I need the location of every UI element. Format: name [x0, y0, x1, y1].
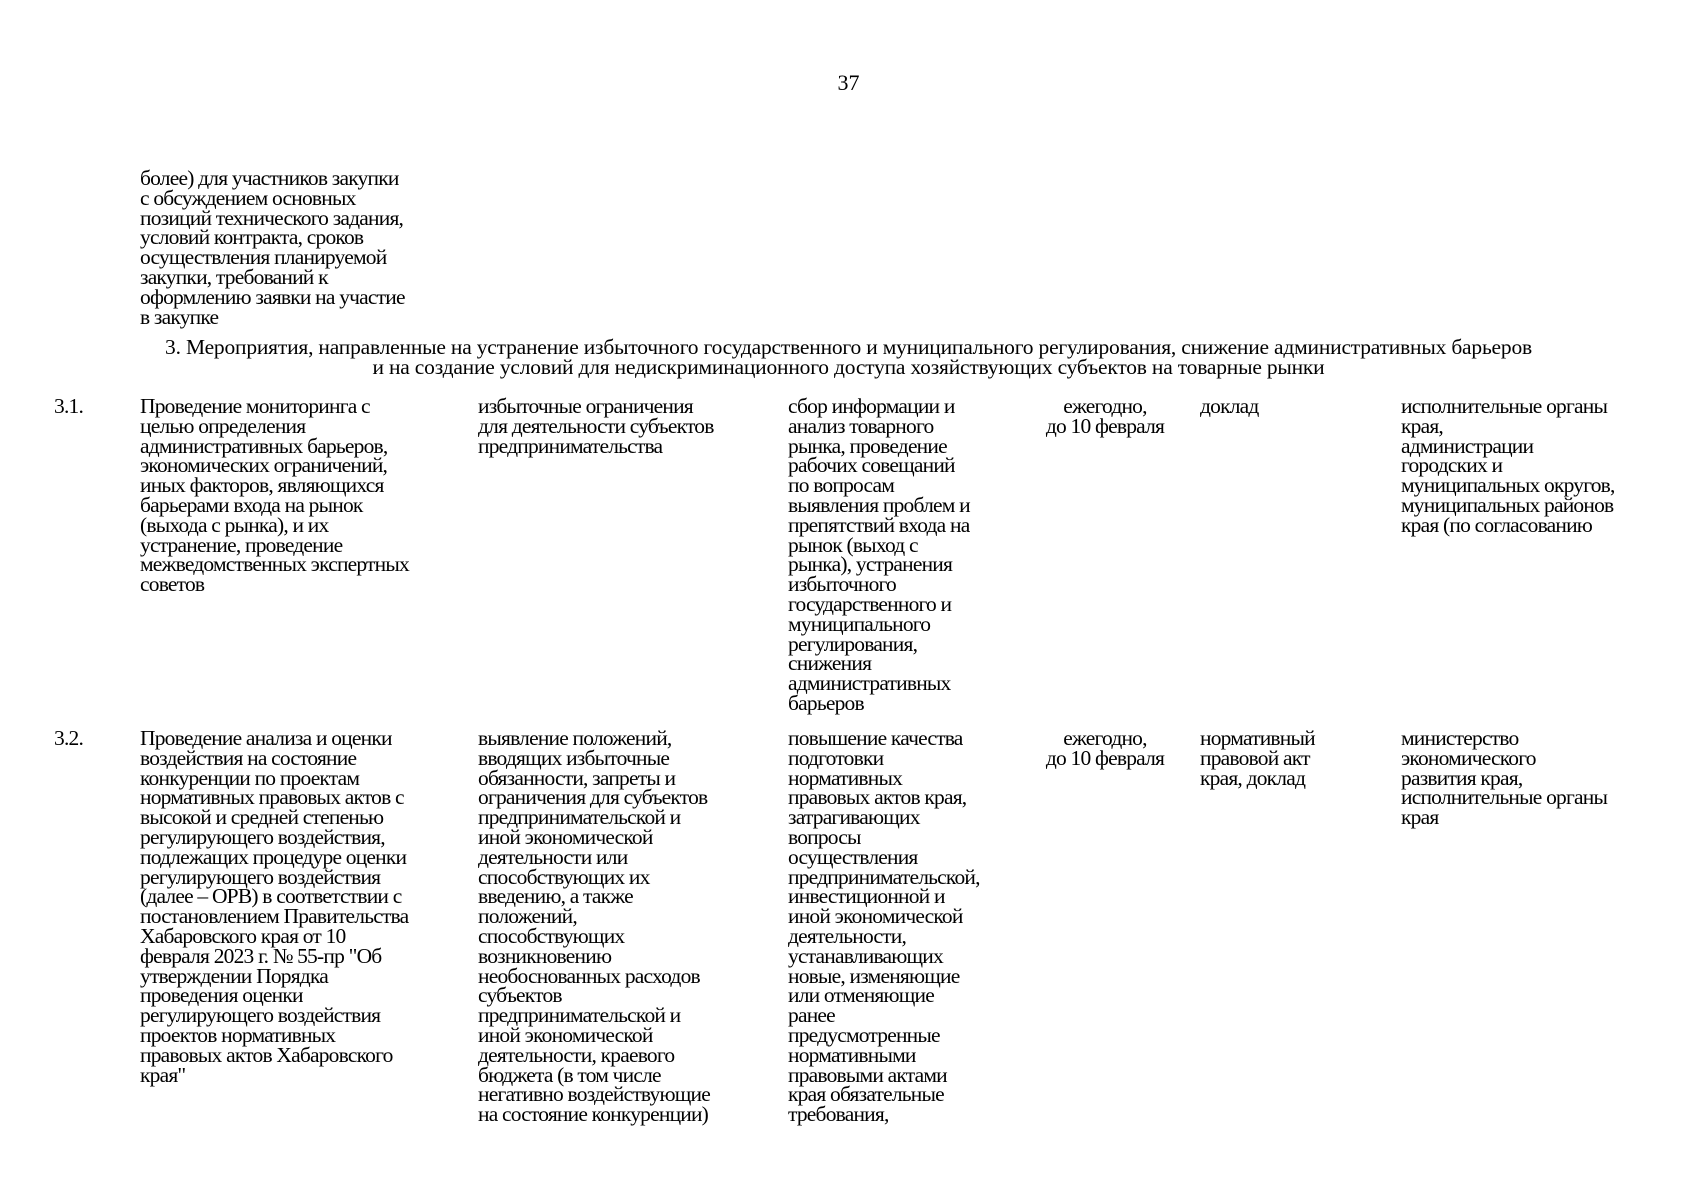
row-number: 3.2. — [54, 726, 84, 750]
executor-cell: министерство экономического развития края, исполнительные органы края — [1401, 726, 1608, 830]
section-heading-line2: и на создание условий для недискриминационного доступа хозяйствующих субъектов на товарные рынки — [372, 355, 1325, 379]
event-cell: Проведение мониторинга с целью определения административных барьеров, экономических ограничений, иных факторов, являющихся барьерами входа на рынок (выхода с рынка), и их устранение, проведение межведомственных экспертных советов — [140, 394, 409, 597]
deadline-cell: ежегодно, до 10 февраля — [1045, 726, 1165, 770]
continuation-text: более) для участников закупки с обсуждением основных позиций технического задания, условий контракта, сроков осуществления планируемой закупки, требований к оформлению заявки на участие в закупке — [140, 166, 405, 329]
problem-cell: избыточные ограничения для деятельности субъектов предпринимательства — [478, 394, 714, 458]
problem-cell: выявление положений, вводящих избыточные обязанности, запреты и ограничения для субъектов предпринимательской и иной экономической деятельности или способствующих их введению, а также положений, способствующих возникновению необоснованных расходов субъектов предпринимательской и иной экономической деятельности, краевого бюджета (в том числе негативно воздействующие на состояние конкуренции) — [478, 726, 710, 1127]
event-cell: Проведение анализа и оценки воздействия на состояние конкуренции по проектам нормативных правовых актов с высокой и средней степенью регулирующего воздействия, подлежащих процедуре оценки регулирующего воздействия (далее – ОРВ) в соответствии с постановлением Правительства Хабаровского края от 10 февраля 2023 г. № 55-пр "Об утверждении Порядка проведения оценки регулирующего воздействия проектов нормативных правовых актов Хабаровского края" — [140, 726, 409, 1087]
result-cell: сбор информации и анализ товарного рынка, проведение рабочих совещаний по вопросам выявления проблем и препятствий входа на рынок (выход с рынка), устранения избыточного государственного и муниципального регулирования, снижения административных барьеров — [788, 394, 970, 715]
document-cell: доклад — [1200, 394, 1259, 418]
section-heading-line1: 3. Мероприятия, направленные на устранение избыточного государственного и муниципального регулирования, снижение административных барьеров — [165, 335, 1532, 359]
executor-cell: исполнительные органы края, администрации городских и муниципальных округов, муниципальных районов края (по согласованию — [1401, 394, 1615, 537]
deadline-cell: ежегодно, до 10 февраля — [1045, 394, 1165, 438]
row-number: 3.1. — [54, 394, 84, 418]
page-number: 37 — [837, 70, 860, 95]
result-cell: повышение качества подготовки нормативных правовых актов края, затрагивающих вопросы осуществления предпринимательской, инвестиционной и иной экономической деятельности, устанавливающих новые, изменяющие или отменяющие ранее предусмотренные нормативными правовыми актами края обязательные требования, — [788, 726, 980, 1127]
document-cell: нормативный правовой акт края, доклад — [1200, 726, 1315, 790]
